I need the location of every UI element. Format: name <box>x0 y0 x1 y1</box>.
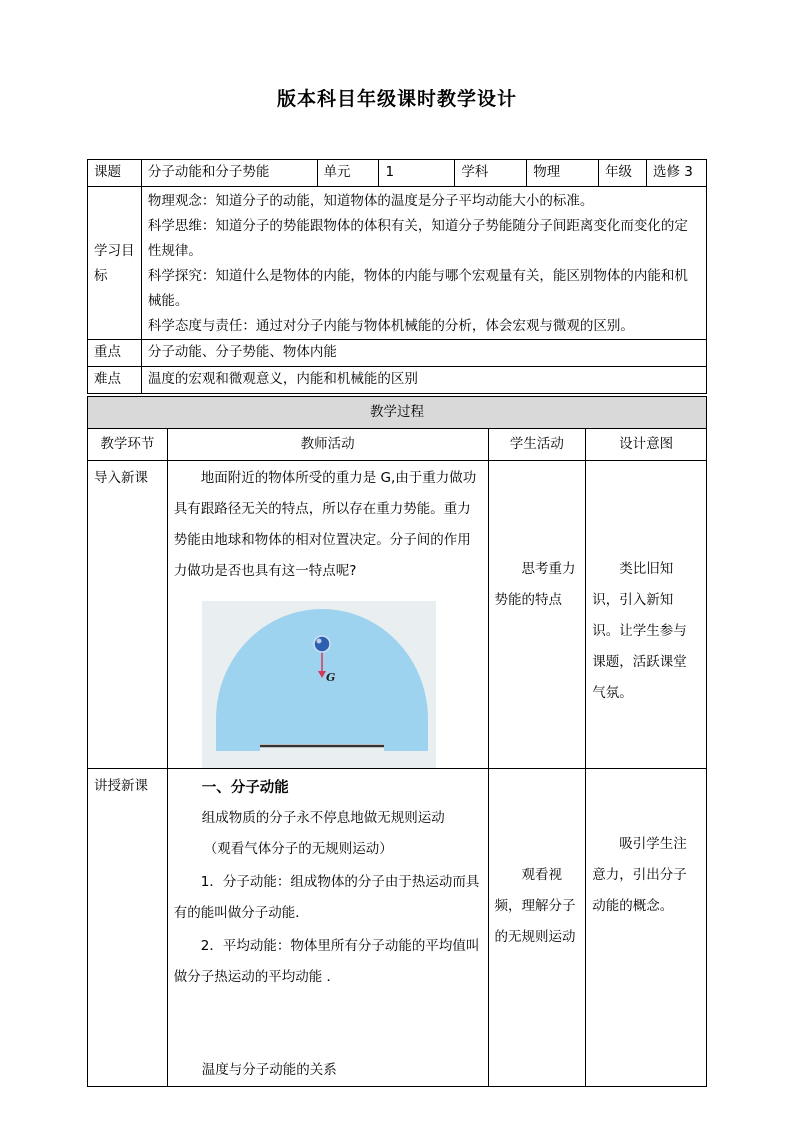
section-heading: 一、分子动能 <box>201 780 289 796</box>
new-stage: 讲授新课 <box>88 769 168 1087</box>
process-section-row <box>88 397 707 429</box>
new-paragraph: 组成物质的分子永不停息地做无规则运动 <box>201 810 445 826</box>
grade-value: 选修 3 <box>647 160 707 187</box>
key-points-row <box>88 340 707 367</box>
intro-stage: 导入新课 <box>88 461 168 769</box>
info-row <box>88 160 707 187</box>
process-section-title: 教学过程 <box>88 397 707 429</box>
subject-label: 学科 <box>455 160 527 187</box>
objective-item: 科学思维：知道分子的势能跟物体的体积有关，知道分子势能随分子间距离变化而变化的定性规律。 <box>147 218 688 259</box>
grade-label: 年级 <box>599 160 647 187</box>
new-intent: 吸引学生注意力，引出分子动能的概念。 <box>586 769 707 1087</box>
unit-label: 单元 <box>317 160 379 187</box>
process-table <box>87 396 707 1087</box>
new-paragraph: 2．平均动能：物体里所有分子动能的平均值叫做分子热运动的平均动能 ． <box>173 938 480 985</box>
header-teacher: 教师活动 <box>167 429 488 461</box>
difficulties-text: 温度的宏观和微观意义，内能和机械能的区别 <box>141 367 706 394</box>
intro-teacher <box>167 461 488 769</box>
objectives-content <box>141 187 706 340</box>
intro-row <box>88 461 707 769</box>
objectives-row <box>88 187 707 340</box>
intro-intent: 类比旧知识，引入新知识。让学生参与课题，活跃课堂气氛。 <box>586 461 707 769</box>
subject-value: 物理 <box>527 160 599 187</box>
gravity-label: G <box>325 671 336 684</box>
new-paragraph: 温度与分子动能的关系 <box>201 1062 337 1078</box>
new-teacher <box>167 769 488 1087</box>
ball-highlight <box>316 639 321 644</box>
objective-item: 科学态度与责任：通过对分子内能与物体机械能的分析，体会宏观与微观的区别。 <box>147 318 634 334</box>
page-title: 版本科目年级课时教学设计 <box>276 88 517 110</box>
key-points-label: 重点 <box>88 340 142 367</box>
objective-item: 物理观念：知道分子的动能，知道物体的温度是分子平均动能大小的标准。 <box>147 193 594 209</box>
dome-diagram <box>202 601 436 768</box>
ball-icon <box>314 636 330 652</box>
new-paragraph: 1．分子动能：组成物体的分子由于热运动而具有的能叫做分子动能． <box>173 874 480 921</box>
gravity-figure <box>202 601 436 768</box>
new-student: 观看视频，理解分子的无规则运动 <box>488 769 586 1087</box>
new-lesson-row <box>88 769 707 1087</box>
objectives-label: 学习目标 <box>88 187 142 340</box>
intro-teacher-text: 地面附近的物体所受的重力是 G,由于重力做功具有跟路径无关的特点，所以存在重力势能。重力势能由地球和物体的相对位置决定。分子间的作用力做功是否也具有这一特点呢? <box>173 470 477 579</box>
difficulties-row <box>88 367 707 394</box>
objective-item: 科学探究：知道什么是物体的内能，物体的内能与哪个宏观量有关，能区别物体的内能和机械能。 <box>147 268 688 309</box>
key-points-text: 分子动能、分子势能、物体内能 <box>141 340 706 367</box>
topic-label: 课题 <box>88 160 142 187</box>
header-student: 学生活动 <box>488 429 586 461</box>
header-intent: 设计意图 <box>586 429 707 461</box>
topic-value: 分子动能和分子势能 <box>141 160 317 187</box>
difficulties-label: 难点 <box>88 367 142 394</box>
process-header-row <box>88 429 707 461</box>
new-paragraph: （观看气体分子的无规则运动） <box>203 841 393 857</box>
info-table <box>87 159 707 394</box>
intro-student: 思考重力势能的特点 <box>488 461 586 769</box>
unit-value: 1 <box>379 160 455 187</box>
dome-shape <box>216 609 428 751</box>
header-stage: 教学环节 <box>88 429 168 461</box>
